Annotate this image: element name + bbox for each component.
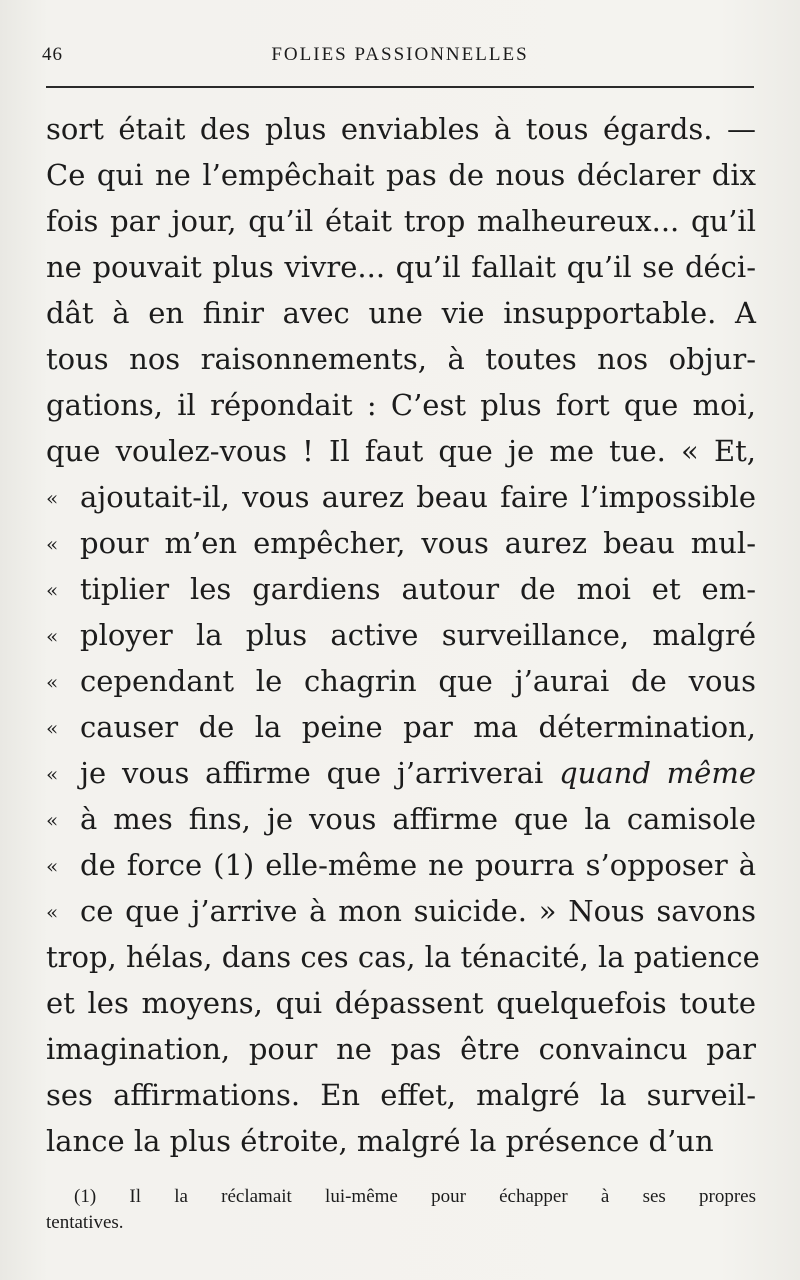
- footnote-line: (1) Il la réclamait lui-même pour échapper à ses propres: [74, 1186, 756, 1207]
- italic-text: quand même: [559, 756, 756, 790]
- line-text: je vous affirme que j’arriverai: [80, 756, 560, 790]
- page-number: 46: [42, 44, 63, 65]
- text-line: ne pouvait plus vivre... qu’il fallait qu’il se déci-: [46, 250, 756, 284]
- header-rule: [46, 86, 754, 88]
- text-line: [46, 796, 756, 842]
- line-text: cependant le chagrin que j’aurai de vous: [80, 664, 756, 698]
- text-line: [46, 566, 756, 612]
- line-text: ajoutait-il, vous aurez beau faire l’impossible: [80, 480, 756, 514]
- quote-mark: «: [46, 854, 59, 878]
- quote-mark: «: [46, 900, 59, 924]
- footnote-line: tentatives.: [46, 1212, 124, 1233]
- quote-mark: «: [46, 670, 59, 694]
- text-line: [46, 750, 756, 796]
- line-text: à mes fins, je vous affirme que la camisole: [80, 802, 756, 836]
- text-line: que voulez-vous ! Il faut que je me tue. « Et,: [46, 434, 756, 468]
- text-line: [46, 474, 756, 520]
- text-line: [46, 888, 756, 934]
- text-line: [46, 704, 756, 750]
- text-line: [46, 612, 756, 658]
- quote-mark: «: [46, 532, 59, 556]
- text-line: fois par jour, qu’il était trop malheureux... qu’il: [46, 204, 756, 238]
- quote-mark: «: [46, 486, 59, 510]
- line-text: pour m’en empêcher, vous aurez beau mul-: [80, 526, 756, 560]
- line-text: tiplier les gardiens autour de moi et em-: [80, 572, 756, 606]
- body-text: [46, 106, 760, 1164]
- text-line: [46, 520, 756, 566]
- text-line: et les moyens, qui dépassent quelquefois toute: [46, 986, 756, 1020]
- text-line: Ce qui ne l’empêchait pas de nous déclarer dix: [46, 158, 756, 192]
- text-line: [46, 658, 756, 704]
- text-line: sort était des plus enviables à tous égards. —: [46, 112, 756, 146]
- line-text: causer de la peine par ma détermination,: [80, 710, 756, 744]
- text-line: imagination, pour ne pas être convaincu par: [46, 1032, 756, 1066]
- quote-mark: «: [46, 624, 59, 648]
- quote-mark: «: [46, 762, 59, 786]
- quote-mark: «: [46, 808, 59, 832]
- line-text: de force (1) elle-même ne pourra s’opposer à: [80, 848, 756, 882]
- quote-mark: «: [46, 578, 59, 602]
- text-line: [46, 842, 756, 888]
- footnote: [46, 1184, 756, 1236]
- quote-mark: «: [46, 716, 59, 740]
- text-line: tous nos raisonnements, à toutes nos objur-: [46, 342, 756, 376]
- text-line: ses affirmations. En effet, malgré la surveil-: [46, 1078, 756, 1112]
- line-text: ployer la plus active surveillance, malgré: [80, 618, 756, 652]
- line-text: ce que j’arrive à mon suicide. » Nous savons: [80, 894, 756, 928]
- page-header: [40, 38, 760, 74]
- text-line: gations, il répondait : C’est plus fort que moi,: [46, 388, 756, 422]
- running-title: FOLIES PASSIONNELLES: [271, 44, 529, 65]
- text-line: lance la plus étroite, malgré la présence d’un: [46, 1124, 714, 1158]
- text-line: trop, hélas, dans ces cas, la ténacité, la patience: [46, 940, 760, 974]
- text-line: dât à en finir avec une vie insupportable. A: [46, 296, 756, 330]
